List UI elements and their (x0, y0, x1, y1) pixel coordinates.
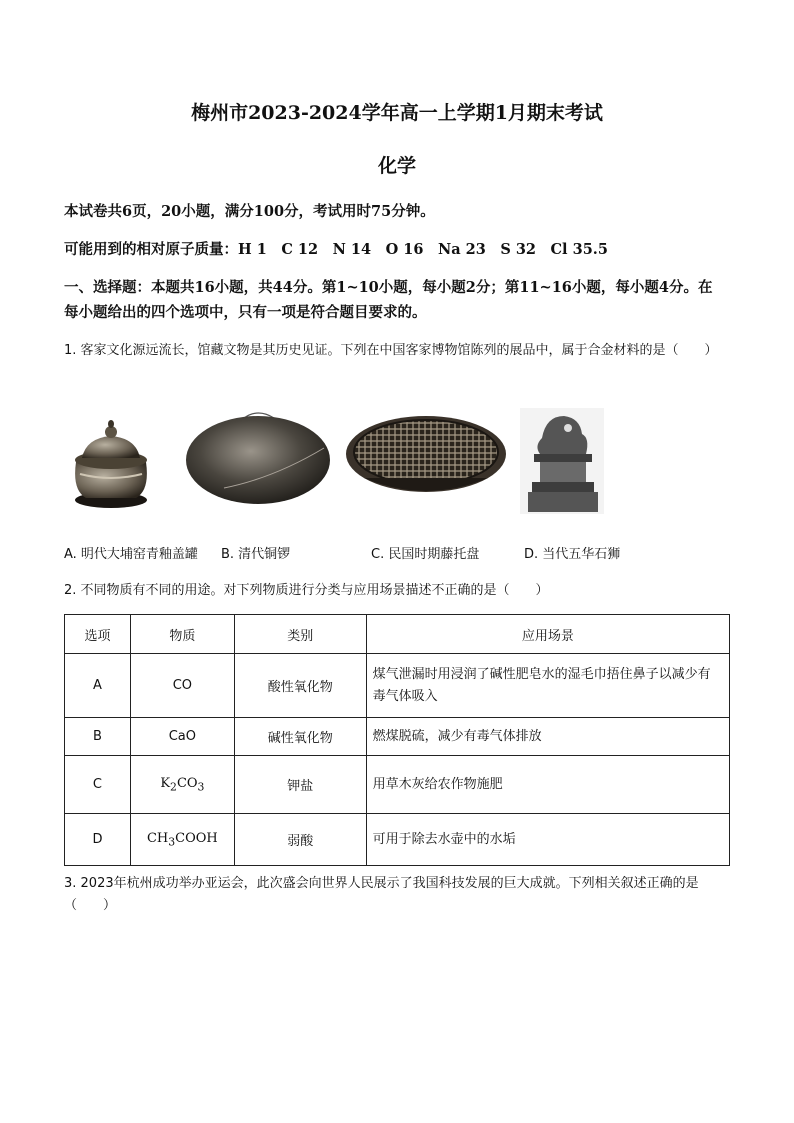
row-substance: CaO (130, 718, 234, 756)
question-2-table (64, 614, 730, 866)
row-substance (130, 814, 234, 866)
option-b[interactable]: B. 清代铜锣 (221, 547, 291, 562)
table-row (65, 654, 730, 718)
option-a[interactable]: A. 明代大埔窑青釉盖罐 (64, 547, 198, 562)
row-category: 酸性氧化物 (234, 654, 366, 718)
formula-subscript: 2 (170, 780, 177, 794)
row-scene: 煤气泄漏时用浸润了碱性肥皂水的湿毛巾捂住鼻子以减少有毒气体吸入 (366, 654, 729, 718)
header-scene: 应用场景 (366, 615, 729, 654)
formula-part: CO (176, 775, 198, 791)
question-3-stem: 3. 2023年杭州成功举办亚运会，此次盛会向世界人民展示了我国科技发展的巨大成就。下列相关叙述正确的是（ ） (64, 876, 699, 913)
table-row (65, 718, 730, 756)
table-row (65, 756, 730, 814)
header-category: 类别 (234, 615, 366, 654)
stone-lion-image (520, 408, 604, 514)
rattan-tray-image (344, 408, 508, 508)
row-category: 弱酸 (234, 814, 366, 866)
header-substance: 物质 (130, 615, 234, 654)
exam-info: 本试卷共6页，20小题，满分100分，考试用时75分钟。 (64, 203, 435, 220)
row-option: D (65, 814, 131, 866)
question-1-options (64, 543, 664, 561)
subject-title: 化学 (377, 155, 416, 177)
formula-part: K (160, 775, 171, 791)
row-scene: 可用于除去水壶中的水垢 (366, 814, 729, 866)
option-d[interactable]: D. 当代五华石狮 (524, 547, 621, 562)
row-category: 碱性氧化物 (234, 718, 366, 756)
question-1-stem: 1. 客家文化源远流长，馆藏文物是其历史见证。下列在中国客家博物馆陈列的展品中，属于合金材料的是（ ） (64, 343, 718, 358)
option-c[interactable]: C. 民国时期藤托盘 (371, 547, 480, 562)
formula-subscript: 3 (197, 780, 205, 794)
row-category: 钾盐 (234, 756, 366, 814)
row-substance: CO (130, 654, 234, 718)
header-option: 选项 (65, 615, 131, 654)
row-option: B (65, 718, 131, 756)
formula-subscript: 3 (168, 835, 176, 849)
formula-part: CH (146, 830, 169, 846)
row-scene: 燃煤脱硫，减少有毒气体排放 (366, 718, 729, 756)
row-option: A (65, 654, 131, 718)
row-substance (130, 756, 234, 814)
row-scene: 用草木灰给农作物施肥 (366, 756, 729, 814)
formula-part: COOH (175, 830, 218, 846)
exam-title: 梅州市2023-2024学年高一上学期1月期末考试 (191, 102, 603, 124)
covered-jar-image (66, 410, 156, 510)
row-option: C (65, 756, 131, 814)
bronze-gong-image (184, 408, 332, 512)
atomic-masses: 可能用到的相对原子质量：H 1 C 12 N 14 O 16 Na 23 S 32 Cl 35.5 (64, 241, 608, 258)
table-header-row (65, 615, 730, 654)
question-2-stem: 2. 不同物质有不同的用途。对下列物质进行分类与应用场景描述不正确的是（ ） (64, 583, 549, 598)
section-one-instructions: 一、选择题：本题共16小题，共44分。第1~10小题，每小题2分；第11~16小题，每小题4分。在每小题给出的四个选项中，只有一项是符合题目要求的。 (64, 279, 713, 321)
table-row (65, 814, 730, 866)
